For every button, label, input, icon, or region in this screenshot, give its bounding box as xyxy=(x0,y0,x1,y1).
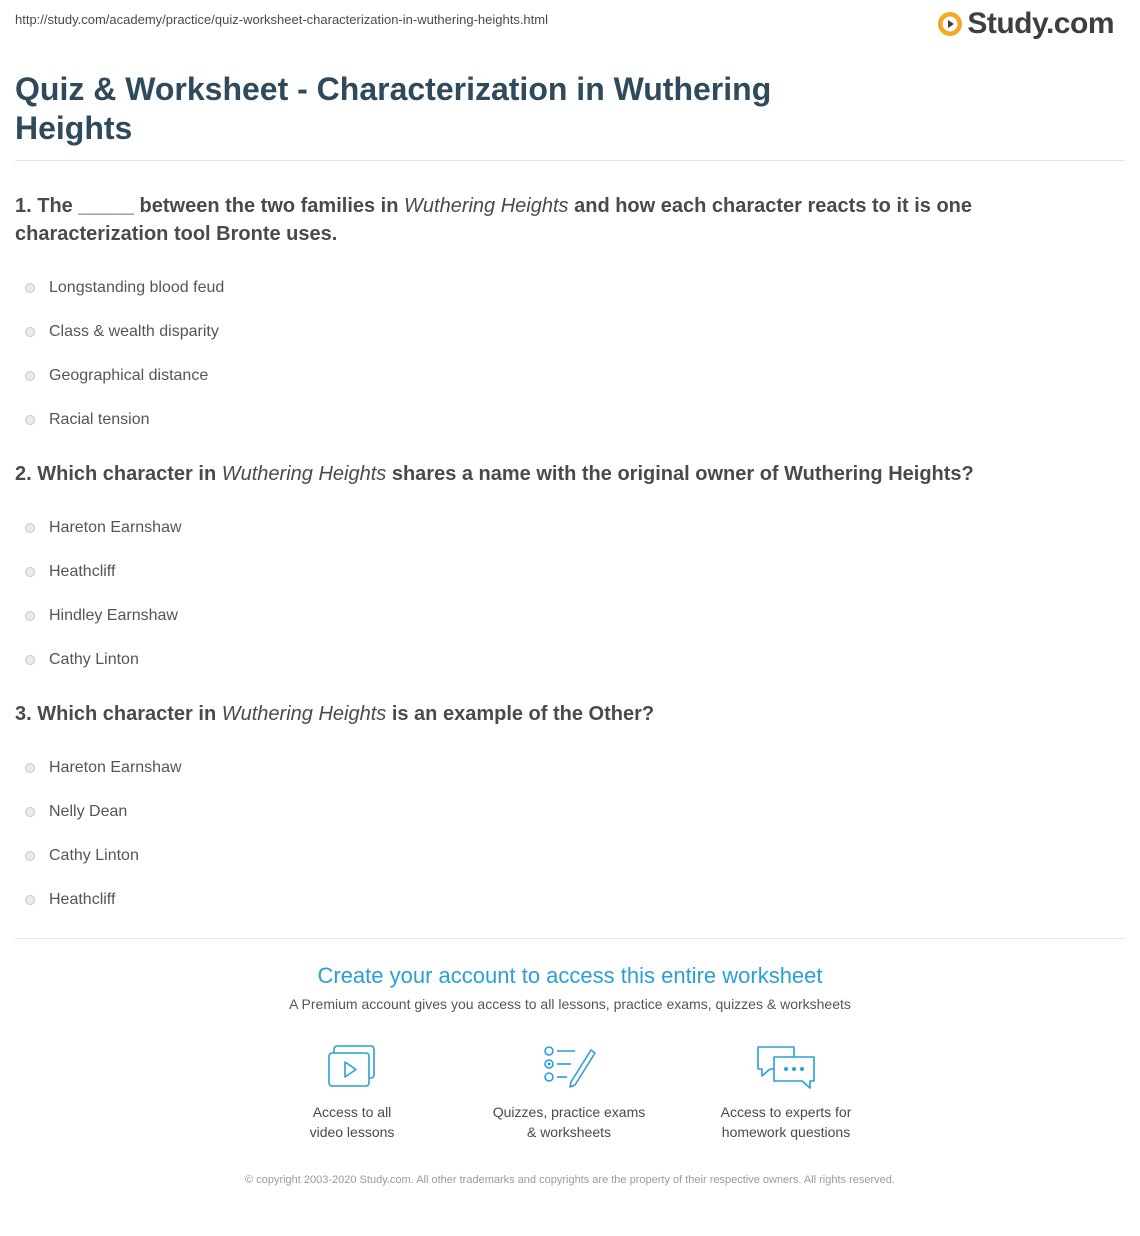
quiz-checklist-icon xyxy=(541,1044,597,1090)
answer-options xyxy=(15,506,1125,682)
answer-option[interactable] xyxy=(15,354,1125,398)
radio-button[interactable] xyxy=(25,611,35,621)
feature-label: Access to all xyxy=(312,1104,392,1120)
answer-option[interactable] xyxy=(15,594,1125,638)
answer-label: Class & wealth disparity xyxy=(49,323,219,340)
radio-button[interactable] xyxy=(25,283,35,293)
page-title: Quiz & Worksheet - Characterization in Wuthering Heights xyxy=(15,71,772,146)
question-text: 3. Which character in Wuthering Heights is an example of the Other? xyxy=(15,703,655,725)
answer-option[interactable] xyxy=(15,834,1125,878)
answer-option[interactable] xyxy=(15,550,1125,594)
radio-button[interactable] xyxy=(25,851,35,861)
feature-label: Quizzes, practice exams xyxy=(492,1104,646,1120)
question-1 xyxy=(15,192,1125,442)
question-text: 1. The _____ between the two families in Wuthering Heights and how each character reacts to it is one characterization tool Bronte uses. xyxy=(15,195,973,245)
radio-button[interactable] xyxy=(25,523,35,533)
answer-label: Racial tension xyxy=(49,411,150,428)
radio-button[interactable] xyxy=(25,655,35,665)
cta-subtitle: A Premium account gives you access to all lessons, practice exams, quizzes & worksheets xyxy=(289,996,851,1012)
radio-button[interactable] xyxy=(25,567,35,577)
answer-options xyxy=(15,266,1125,442)
answer-option[interactable] xyxy=(15,638,1125,682)
copyright-notice: © copyright 2003-2020 Study.com. All other trademarks and copyrights are the property of their respective owners. All rights reserved. xyxy=(245,1174,895,1186)
logo-text: Study.com xyxy=(967,7,1114,40)
title-divider xyxy=(15,160,1125,161)
answer-label: Heathcliff xyxy=(49,891,116,908)
answer-label: Cathy Linton xyxy=(49,651,139,668)
radio-button[interactable] xyxy=(25,763,35,773)
answer-option[interactable] xyxy=(15,746,1125,790)
answer-option[interactable] xyxy=(15,310,1125,354)
answer-option[interactable] xyxy=(15,790,1125,834)
answer-options xyxy=(15,746,1125,922)
answer-option[interactable] xyxy=(15,506,1125,550)
answer-label: Geographical distance xyxy=(49,367,209,384)
feature-experts xyxy=(686,1044,886,1142)
answer-option[interactable] xyxy=(15,878,1125,922)
answer-label: Hindley Earnshaw xyxy=(49,607,178,624)
radio-button[interactable] xyxy=(25,415,35,425)
answer-label: Hareton Earnshaw xyxy=(49,519,182,536)
study-logo[interactable] xyxy=(937,7,1114,41)
feature-video-lessons xyxy=(252,1044,452,1142)
video-lessons-icon xyxy=(326,1044,378,1090)
cta-divider xyxy=(15,938,1125,939)
play-logo-icon xyxy=(937,11,963,37)
answer-label: Cathy Linton xyxy=(49,847,139,864)
answer-label: Longstanding blood feud xyxy=(49,279,225,296)
cta-link[interactable]: Create your account to access this entire worksheet xyxy=(317,963,823,988)
chat-experts-icon xyxy=(754,1044,818,1090)
feature-label: homework questions xyxy=(721,1124,851,1140)
radio-button[interactable] xyxy=(25,807,35,817)
question-text: 2. Which character in Wuthering Heights shares a name with the original owner of Wuthering Heights? xyxy=(15,463,974,485)
feature-label: & worksheets xyxy=(526,1124,612,1140)
signup-cta xyxy=(0,962,1140,1012)
answer-label: Heathcliff xyxy=(49,563,116,580)
feature-label: Access to experts for xyxy=(720,1104,852,1120)
feature-label: video lessons xyxy=(309,1124,395,1140)
page-url: http://study.com/academy/practice/quiz-worksheet-characterization-in-wuthering-heights.html xyxy=(15,12,548,27)
question-3 xyxy=(15,700,1125,922)
answer-label: Nelly Dean xyxy=(49,803,128,820)
feature-quizzes xyxy=(469,1044,669,1142)
radio-button[interactable] xyxy=(25,371,35,381)
answer-option[interactable] xyxy=(15,266,1125,310)
radio-button[interactable] xyxy=(25,327,35,337)
question-2 xyxy=(15,460,1125,682)
answer-label: Hareton Earnshaw xyxy=(49,759,182,776)
answer-option[interactable] xyxy=(15,398,1125,442)
radio-button[interactable] xyxy=(25,895,35,905)
